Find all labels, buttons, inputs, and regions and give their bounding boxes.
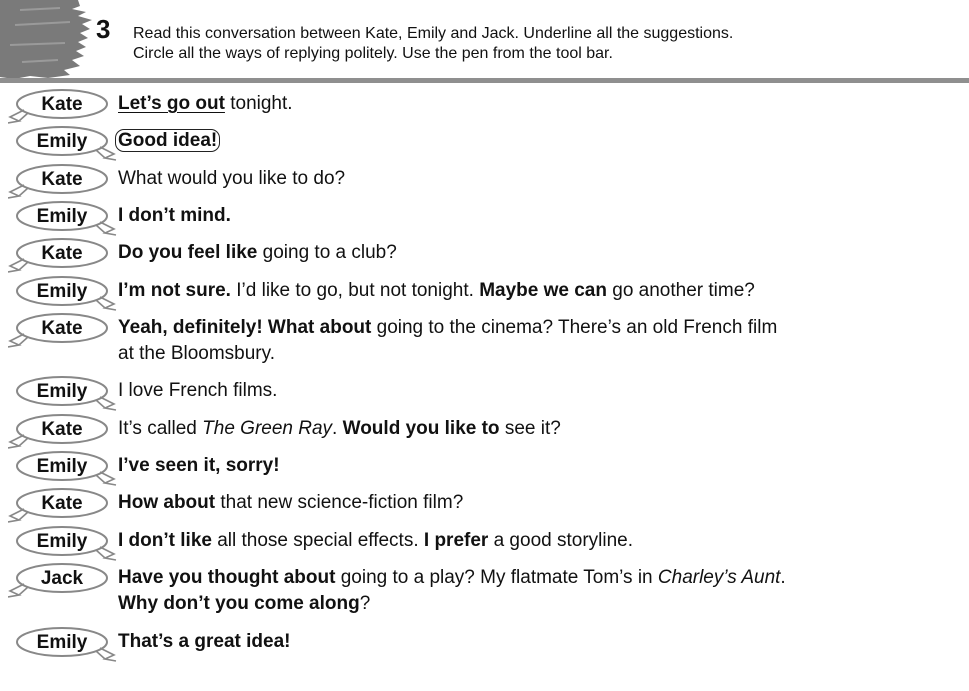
text-segment: I love French films. [118,380,278,401]
title-italic: Charley’s Aunt [657,567,781,588]
speaker-name: Kate [41,493,83,514]
speaker-name: Emily [36,281,88,302]
speaker-name: Kate [41,318,83,339]
text-segment: that new science-fiction film? [215,492,464,513]
instruction-line-1: Read this conversation between Kate, Emily and Jack. Underline all the suggestions. [133,25,734,42]
highlighted-phrase: Do you feel like [118,242,258,263]
line-text[interactable] [118,528,633,554]
line-text[interactable] [118,166,345,192]
speaker-name: Emily [36,206,88,227]
instruction-line-2: Circle all the ways of replying politely. Use the pen from the tool bar. [133,45,613,62]
highlighted-phrase: Would you like to [342,418,500,439]
header-divider [0,78,969,83]
line-text[interactable] [118,629,290,655]
line-text[interactable] [118,490,463,516]
speaker-name: Emily [36,632,88,653]
underlined-suggestion: Let’s go out [118,93,225,114]
highlighted-phrase: I’m not sure. [118,280,231,301]
highlighted-phrase: That’s a great idea! [118,631,291,652]
highlighted-phrase: Have you thought about [118,567,336,588]
line-text[interactable] [118,416,561,442]
line-text[interactable] [118,378,277,404]
exercise-header [0,0,969,84]
text-segment: ? [359,593,371,614]
highlighted-phrase: I prefer [423,530,489,551]
speaker-name: Jack [40,568,84,589]
circled-reply: Good idea! [115,129,220,152]
speaker-name: Emily [36,381,88,402]
exercise-number: 3 [96,14,111,44]
line-text[interactable] [118,91,293,117]
text-segment: going to the cinema? There’s an old French film [371,317,778,338]
text-segment: all those special effects. [211,530,424,551]
text-segment: a good storyline. [488,530,634,551]
line-text[interactable] [118,278,755,304]
text-segment: at the Bloomsbury. [118,343,276,364]
speaker-name: Kate [41,243,83,264]
text-segment: tonight. [224,93,293,114]
highlighted-phrase: Yeah, definitely! What about [118,317,372,338]
text-segment: . [332,418,343,439]
speaker-name: Emily [36,456,88,477]
brush-stroke-decoration [0,0,100,80]
text-segment: going to a club? [257,242,397,263]
highlighted-phrase: How about [118,492,216,513]
speaker-name: Kate [41,94,83,115]
speaker-name: Kate [41,419,83,440]
line-text[interactable] [118,203,231,229]
line-text[interactable] [118,240,397,266]
line-text[interactable] [118,453,280,479]
text-segment: It’s called [118,418,203,439]
highlighted-phrase: I don’t mind. [118,205,231,226]
speaker-name: Emily [36,131,88,152]
line-text[interactable] [118,315,777,367]
text-segment: going to a play? My flatmate Tom’s in [335,567,658,588]
highlighted-phrase: I’ve seen it, sorry! [118,455,280,476]
highlighted-phrase: Why don’t you come along [118,593,360,614]
text-segment: What would you like to do? [118,168,346,189]
text-segment: see it? [499,418,561,439]
highlighted-phrase: Maybe we can [479,280,607,301]
text-segment: I’d like to go, but not tonight. [230,280,480,301]
text-segment: . [780,567,786,588]
speaker-name: Emily [36,531,88,552]
exercise-instructions [133,24,733,64]
text-segment: go another time? [606,280,755,301]
title-italic: The Green Ray [202,418,333,439]
highlighted-phrase: I don’t like [118,530,212,551]
speaker-name: Kate [41,169,83,190]
line-text[interactable] [118,128,220,154]
line-text[interactable] [118,565,786,617]
